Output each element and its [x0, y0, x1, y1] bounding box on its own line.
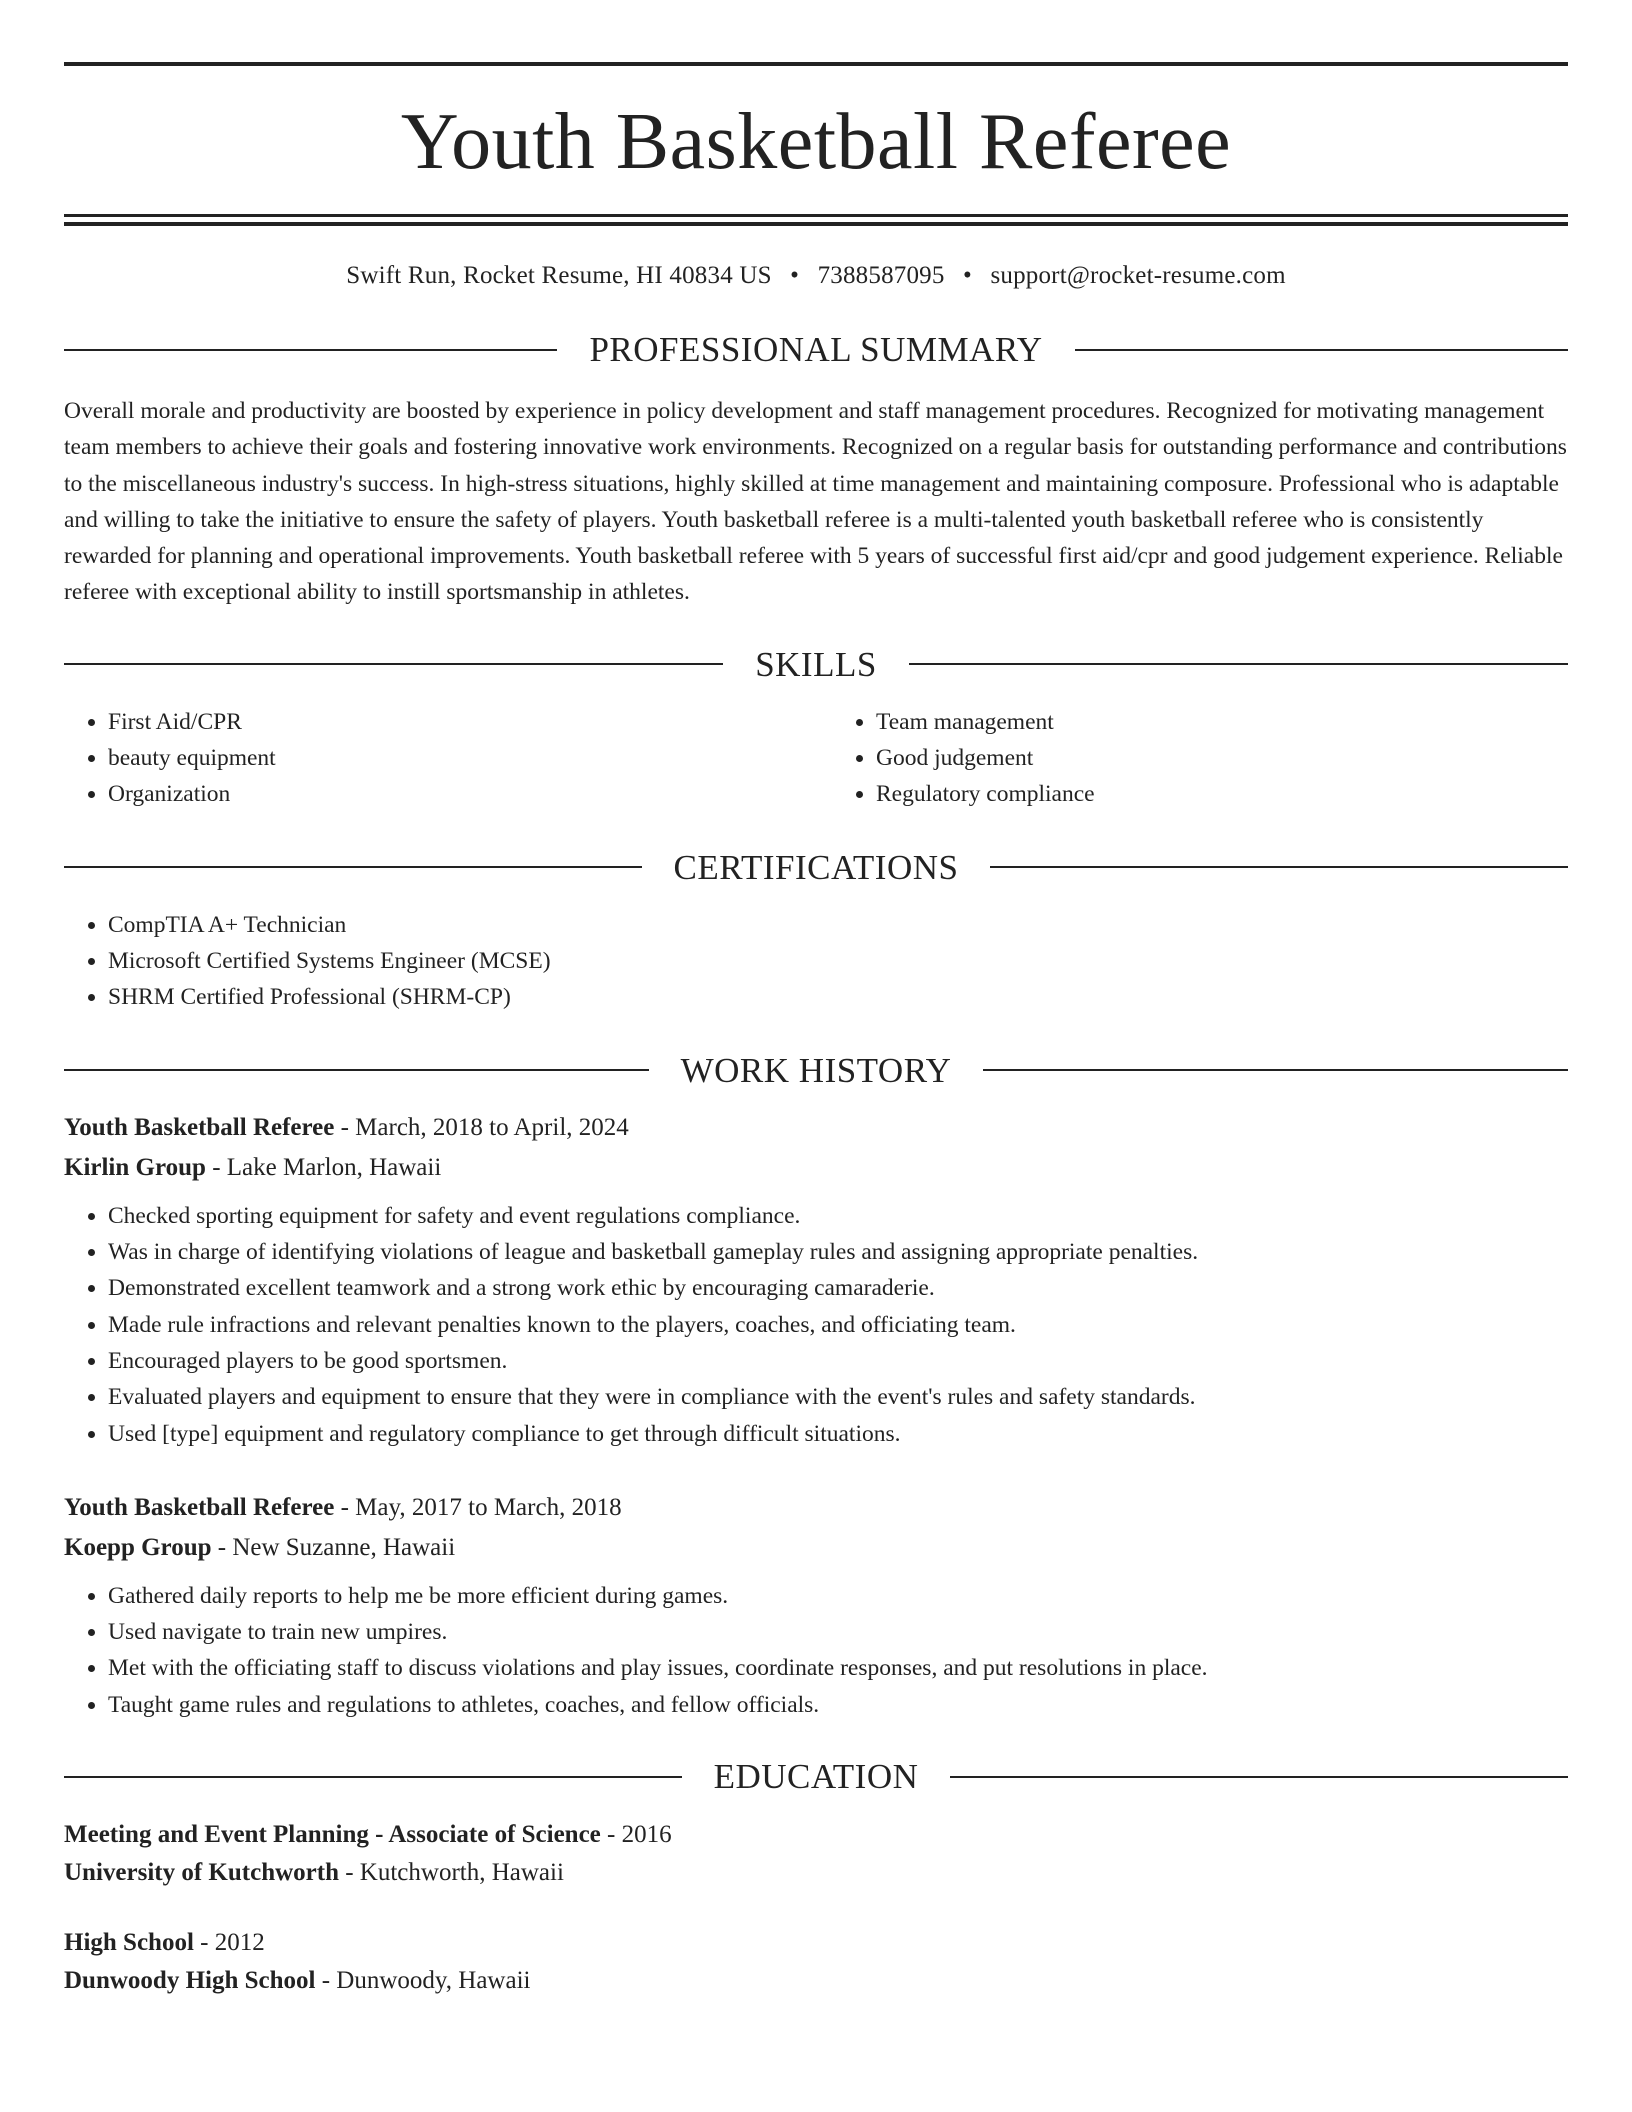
- skill-item: • Organization: [108, 776, 800, 812]
- section-title: WORK HISTORY: [680, 1050, 952, 1090]
- heading-rule: [983, 1069, 1568, 1071]
- job-bullet: • Made rule infractions and relevant penalties known to the players, coaches, and officiating team.: [108, 1307, 1568, 1343]
- heading-rule: [950, 1776, 1568, 1778]
- job-entry: [64, 1108, 1568, 1452]
- summary-text: Overall morale and productivity are boosted by experience in policy development and staff management procedures. Recognized for motivating management team members to achieve their goals and fostering innovative work environments. Recognized on a regular basis for outstanding performance and contributions to the miscellaneous industry's success. In high-stress situations, highly skilled at time management and maintaining composure. Professional who is adaptable and willing to take the initiative to ensure the safety of players. Youth basketball referee is a multi-talented youth basketball referee who is consistently rewarded for planning and operational improvements. Youth basketball referee with 5 years of successful first aid/cpr and good judgement experience. Reliable referee with exceptional ability to instill sportsmanship in athletes.: [64, 398, 1567, 606]
- heading-rule: [64, 349, 557, 351]
- skill-item: • beauty equipment: [108, 740, 800, 776]
- certification-item: • CompTIA A+ Technician: [108, 907, 1568, 943]
- heading-rule: [990, 866, 1568, 868]
- job-company-line: [64, 1528, 1568, 1568]
- section-heading-education: [64, 1757, 1568, 1797]
- education-location: - Kutchworth, Hawaii: [338, 1859, 564, 1887]
- education-degree-line: [64, 1924, 1568, 1962]
- skills-column-right: [800, 704, 1568, 812]
- education-year: - 2016: [600, 1821, 672, 1849]
- certification-item: • SHRM Certified Professional (SHRM-CP): [108, 979, 1568, 1015]
- section-title: EDUCATION: [713, 1757, 919, 1797]
- job-bullet: • Taught game rules and regulations to athletes, coaches, and fellow officials.: [108, 1687, 1568, 1723]
- job-bullet: • Used [type] equipment and regulatory compliance to get through difficult situations.: [108, 1416, 1568, 1452]
- education-year: - 2012: [193, 1929, 265, 1957]
- contact-line: [64, 262, 1568, 290]
- skill-item: • Regulatory compliance: [876, 776, 1568, 812]
- section-heading-work: [64, 1050, 1568, 1090]
- education-degree: Meeting and Event Planning - Associate of Science: [64, 1821, 601, 1849]
- job-bullet: • Demonstrated excellent teamwork and a strong work ethic by encouraging camaraderie.: [108, 1270, 1568, 1306]
- certification-item: • Microsoft Certified Systems Engineer (MCSE): [108, 943, 1568, 979]
- skill-item: • Team management: [876, 704, 1568, 740]
- skill-item: • Good judgement: [876, 740, 1568, 776]
- section-heading-skills: [64, 644, 1568, 684]
- heading-rule: [64, 866, 642, 868]
- contact-email: support@rocket-resume.com: [990, 262, 1286, 289]
- skills-column-left: [64, 704, 800, 812]
- job-bullet: • Met with the officiating staff to discuss violations and play issues, coordinate responses, and put resolutions in place.: [108, 1650, 1568, 1686]
- job-company: Koepp Group: [64, 1533, 212, 1561]
- candidate-name: Youth Basketball Referee: [400, 98, 1232, 186]
- section-title: SKILLS: [755, 644, 877, 684]
- education-school-line: [64, 1854, 1568, 1892]
- heading-rule: [64, 663, 723, 665]
- education-entry: [64, 1924, 1568, 2000]
- skill-item: • First Aid/CPR: [108, 704, 800, 740]
- job-title: Youth Basketball Referee: [64, 1113, 335, 1141]
- job-bullet: • Checked sporting equipment for safety and event regulations compliance.: [108, 1198, 1568, 1234]
- education-school-line: [64, 1962, 1568, 2000]
- job-bullet: • Used navigate to train new umpires.: [108, 1614, 1568, 1650]
- job-location: - Lake Marlon, Hawaii: [205, 1153, 442, 1181]
- education-location: - Dunwoody, Hawaii: [315, 1967, 531, 1995]
- job-bullets: [64, 1578, 1568, 1723]
- skills-list: [64, 704, 1568, 812]
- top-rule: [64, 62, 1568, 66]
- section-title: CERTIFICATIONS: [673, 847, 959, 887]
- job-bullet: • Encouraged players to be good sportsmen.: [108, 1343, 1568, 1379]
- education-entry: [64, 1816, 1568, 1892]
- contact-phone: 7388587095: [817, 262, 945, 289]
- job-title-line: [64, 1488, 1568, 1528]
- job-location: - New Suzanne, Hawaii: [211, 1533, 456, 1561]
- section-title: PROFESSIONAL SUMMARY: [589, 330, 1043, 369]
- job-bullet: • Evaluated players and equipment to ensure that they were in compliance with the event's rules and safety standards.: [108, 1379, 1568, 1415]
- certifications-list: [64, 907, 1568, 1015]
- education-school: University of Kutchworth: [64, 1859, 339, 1887]
- heading-rule: [64, 1776, 682, 1778]
- job-dates: - May, 2017 to March, 2018: [334, 1493, 622, 1521]
- job-title: Youth Basketball Referee: [64, 1493, 335, 1521]
- section-heading-summary: [64, 332, 1568, 367]
- education-degree: High School: [64, 1929, 194, 1957]
- job-company-line: [64, 1148, 1568, 1188]
- job-dates: - March, 2018 to April, 2024: [334, 1113, 629, 1141]
- section-heading-certifications: [64, 847, 1568, 887]
- job-bullets: [64, 1198, 1568, 1452]
- education-degree-line: [64, 1816, 1568, 1854]
- heading-rule: [64, 1069, 649, 1071]
- job-company: Kirlin Group: [64, 1153, 206, 1181]
- job-entry: [64, 1488, 1568, 1723]
- job-bullet: • Was in charge of identifying violations of league and basketball gameplay rules and assigning appropriate penalties.: [108, 1234, 1568, 1270]
- heading-rule: [909, 663, 1568, 665]
- job-bullet: • Gathered daily reports to help me be more efficient during games.: [108, 1578, 1568, 1614]
- job-title-line: [64, 1108, 1568, 1148]
- education-school: Dunwoody High School: [64, 1967, 316, 1995]
- double-rule: [64, 214, 1568, 226]
- contact-address: Swift Run, Rocket Resume, HI 40834 US: [346, 262, 772, 289]
- contact-separator: •: [790, 262, 800, 289]
- contact-separator: •: [963, 262, 972, 289]
- heading-rule: [1075, 349, 1568, 351]
